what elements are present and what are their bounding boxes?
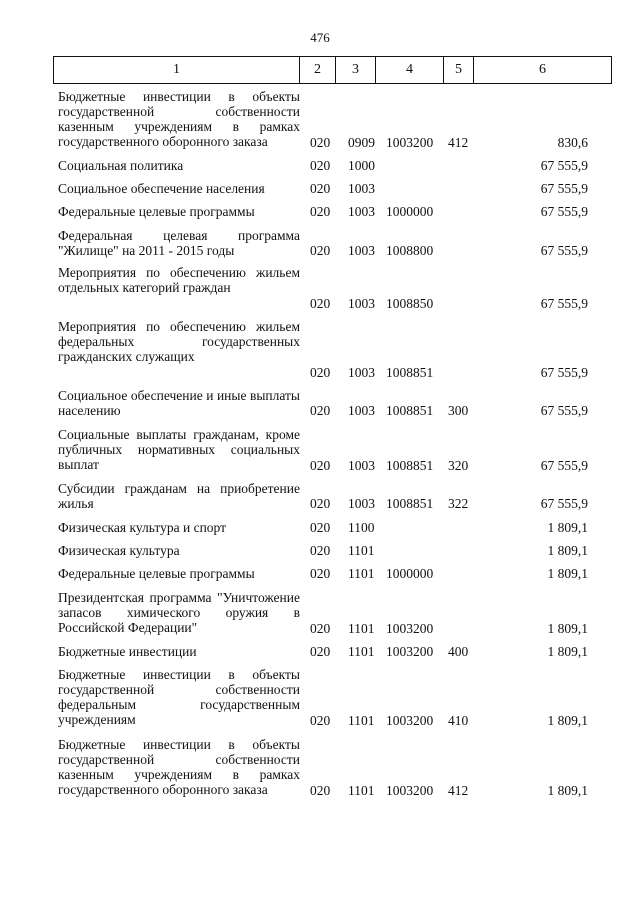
row-code-3: 1101 bbox=[348, 621, 375, 636]
table-row bbox=[58, 520, 588, 535]
table-row bbox=[58, 481, 588, 511]
row-code-5: 300 bbox=[448, 403, 469, 418]
row-code-3: 1003 bbox=[348, 496, 375, 511]
row-amount: 67 555,9 bbox=[540, 296, 588, 311]
row-code-2: 020 bbox=[310, 520, 331, 535]
row-name: Федеральные целевые программы bbox=[58, 566, 255, 581]
column-header-2: 2 bbox=[300, 57, 336, 84]
row-code-5: 322 bbox=[448, 496, 469, 511]
row-code-3: 1100 bbox=[348, 520, 375, 535]
row-name: Президентская программа "Уничтожение запасов химического оружия в Российской Федерации" bbox=[58, 590, 300, 635]
row-code-3: 1003 bbox=[348, 403, 375, 418]
row-amount: 1 809,1 bbox=[547, 621, 588, 636]
table-row bbox=[58, 427, 588, 473]
row-name: Мероприятия по обеспечению жильем федеральных государственных гражданских служащих bbox=[58, 319, 300, 364]
row-amount: 1 809,1 bbox=[547, 543, 588, 558]
row-code-4: 1008851 bbox=[386, 458, 434, 473]
column-header-5: 5 bbox=[444, 57, 474, 84]
row-name: Бюджетные инвестиции в объекты государственной собственности казенным учреждениям в рамках государственного оборонного заказа bbox=[58, 737, 300, 797]
column-header-1: 1 bbox=[54, 57, 300, 84]
row-name: Социальное обеспечение и иные выплаты населению bbox=[58, 388, 300, 418]
table-row bbox=[58, 543, 588, 558]
row-code-3: 1003 bbox=[348, 296, 375, 311]
table-row bbox=[58, 667, 588, 728]
row-code-4: 1003200 bbox=[386, 644, 434, 659]
row-code-4: 1000000 bbox=[386, 566, 434, 581]
row-amount: 1 809,1 bbox=[547, 644, 588, 659]
row-code-5: 412 bbox=[448, 783, 469, 798]
row-code-3: 1101 bbox=[348, 543, 375, 558]
row-name: Физическая культура bbox=[58, 543, 180, 558]
row-code-5: 400 bbox=[448, 644, 469, 659]
budget-rows bbox=[58, 89, 588, 798]
row-code-3: 1101 bbox=[348, 713, 375, 728]
row-code-2: 020 bbox=[310, 365, 331, 380]
row-amount: 67 555,9 bbox=[540, 403, 588, 418]
row-code-4: 1003200 bbox=[386, 621, 434, 636]
row-code-2: 020 bbox=[310, 783, 331, 798]
table-row bbox=[58, 158, 588, 173]
row-code-3: 1101 bbox=[348, 644, 375, 659]
row-code-3: 1003 bbox=[348, 181, 375, 196]
row-code-4: 1008850 bbox=[386, 296, 434, 311]
table-row bbox=[58, 89, 588, 150]
row-name: Федеральная целевая программа "Жилище" на 2011 - 2015 годы bbox=[58, 228, 300, 258]
page-number: 476 bbox=[310, 30, 330, 45]
row-code-2: 020 bbox=[310, 458, 331, 473]
row-code-3: 1003 bbox=[348, 365, 375, 380]
row-code-3: 1003 bbox=[348, 204, 375, 219]
table-row bbox=[58, 204, 588, 219]
row-code-4: 1003200 bbox=[386, 783, 434, 798]
row-name: Социальное обеспечение населения bbox=[58, 181, 265, 196]
row-code-2: 020 bbox=[310, 135, 331, 150]
row-name: Субсидии гражданам на приобретение жилья bbox=[58, 481, 300, 511]
row-code-2: 020 bbox=[310, 158, 331, 173]
row-amount: 67 555,9 bbox=[540, 243, 588, 258]
table-row bbox=[58, 566, 588, 581]
row-code-2: 020 bbox=[310, 296, 331, 311]
row-amount: 67 555,9 bbox=[540, 204, 588, 219]
row-code-3: 1101 bbox=[348, 783, 375, 798]
row-amount: 67 555,9 bbox=[540, 458, 588, 473]
row-code-5: 412 bbox=[448, 135, 469, 150]
row-amount: 1 809,1 bbox=[547, 566, 588, 581]
row-name: Бюджетные инвестиции bbox=[58, 644, 197, 659]
row-amount: 67 555,9 bbox=[540, 181, 588, 196]
row-amount: 1 809,1 bbox=[547, 520, 588, 535]
row-code-4: 1003200 bbox=[386, 135, 434, 150]
row-amount: 830,6 bbox=[557, 135, 588, 150]
row-code-4: 1003200 bbox=[386, 713, 434, 728]
table-row bbox=[58, 265, 588, 311]
row-code-4: 1008851 bbox=[386, 365, 434, 380]
row-name: Социальные выплаты гражданам, кроме публичных нормативных социальных выплат bbox=[58, 427, 300, 472]
row-amount: 1 809,1 bbox=[547, 713, 588, 728]
row-code-4: 1008800 bbox=[386, 243, 434, 258]
table-row bbox=[58, 737, 588, 798]
row-code-2: 020 bbox=[310, 566, 331, 581]
row-amount: 1 809,1 bbox=[547, 783, 588, 798]
row-name: Физическая культура и спорт bbox=[58, 520, 227, 535]
row-code-4: 1008851 bbox=[386, 403, 434, 418]
row-amount: 67 555,9 bbox=[540, 365, 588, 380]
row-name: Социальная политика bbox=[58, 158, 184, 173]
row-name: Федеральные целевые программы bbox=[58, 204, 255, 219]
row-code-3: 1101 bbox=[348, 566, 375, 581]
row-amount: 67 555,9 bbox=[540, 158, 588, 173]
row-code-2: 020 bbox=[310, 181, 331, 196]
table-row bbox=[58, 388, 588, 418]
table-row bbox=[58, 590, 588, 636]
row-name: Бюджетные инвестиции в объекты государственной собственности федеральным государственным учреждениям bbox=[58, 667, 300, 727]
row-code-2: 020 bbox=[310, 496, 331, 511]
table-row bbox=[58, 319, 588, 380]
row-code-2: 020 bbox=[310, 403, 331, 418]
column-header-4: 4 bbox=[376, 57, 444, 84]
column-header-row bbox=[54, 57, 612, 84]
row-name: Мероприятия по обеспечению жильем отдельных категорий граждан bbox=[58, 265, 300, 295]
row-code-5: 410 bbox=[448, 713, 469, 728]
column-header-table bbox=[53, 56, 612, 84]
row-code-3: 1003 bbox=[348, 243, 375, 258]
row-code-2: 020 bbox=[310, 243, 331, 258]
row-code-2: 020 bbox=[310, 713, 331, 728]
row-code-4: 1008851 bbox=[386, 496, 434, 511]
row-code-3: 1003 bbox=[348, 458, 375, 473]
table-row bbox=[58, 228, 588, 258]
row-code-3: 0909 bbox=[348, 135, 375, 150]
row-code-2: 020 bbox=[310, 621, 331, 636]
row-code-2: 020 bbox=[310, 204, 331, 219]
row-code-2: 020 bbox=[310, 543, 331, 558]
table-row bbox=[58, 181, 588, 196]
row-name: Бюджетные инвестиции в объекты государственной собственности казенным учреждениям в рамках государственного оборонного заказа bbox=[58, 89, 300, 149]
row-code-2: 020 bbox=[310, 644, 331, 659]
row-amount: 67 555,9 bbox=[540, 496, 588, 511]
column-header-3: 3 bbox=[336, 57, 376, 84]
row-code-3: 1000 bbox=[348, 158, 375, 173]
column-header-6: 6 bbox=[474, 57, 612, 84]
row-code-5: 320 bbox=[448, 458, 469, 473]
row-code-4: 1000000 bbox=[386, 204, 434, 219]
table-row bbox=[58, 644, 588, 659]
